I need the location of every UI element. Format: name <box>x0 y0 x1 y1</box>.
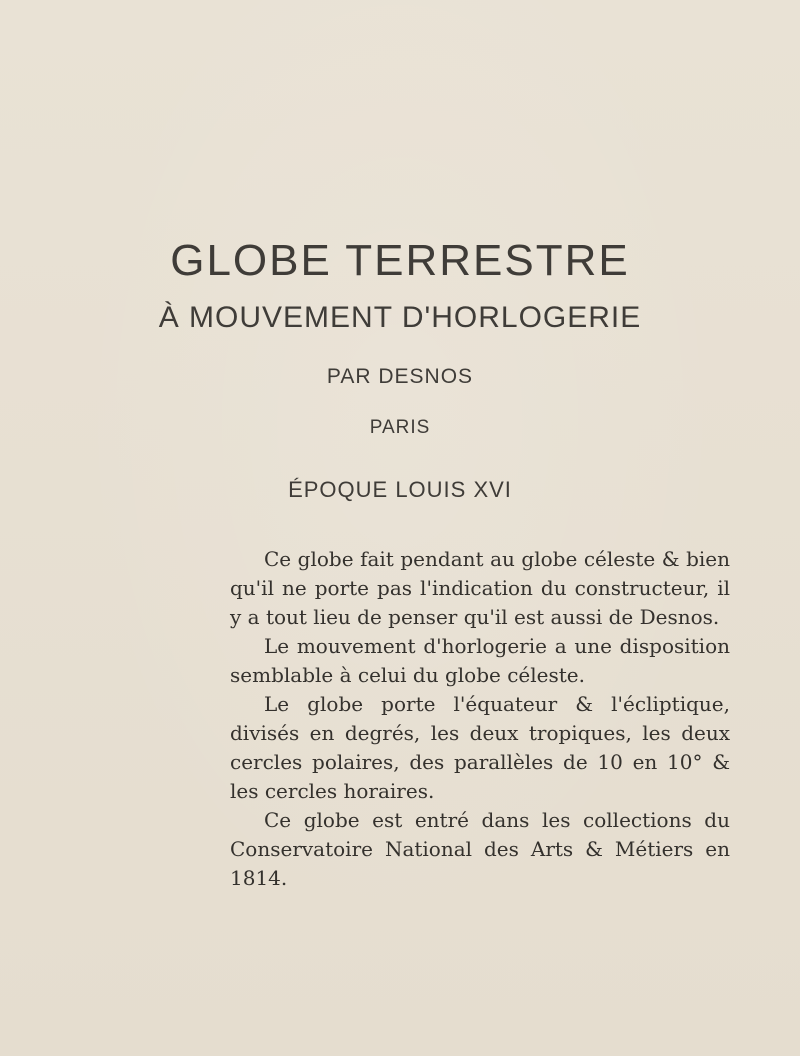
paragraph: Ce globe est entré dans les collections du Conservatoire National des Arts & Métiers en 1814. <box>230 808 730 890</box>
page-title: GLOBE TERRESTRE <box>170 236 630 285</box>
city-line: PARIS <box>369 417 431 438</box>
paragraph: Le mouvement d'horlogerie a une disposition semblable à celui du globe céleste. <box>230 634 730 687</box>
body-text <box>230 545 730 893</box>
paragraph: Le globe porte l'équateur & l'écliptique, divisés en degrés, les deux tropiques, les deux cercles polaires, des parallèles de 10 en 10° & les cercles horaires. <box>230 692 730 803</box>
author-line: PAR DESNOS <box>326 365 474 388</box>
page-subtitle: À MOUVEMENT D'HORLOGERIE <box>158 301 642 334</box>
epoch-line: ÉPOQUE LOUIS XVI <box>288 477 512 502</box>
paragraph: Ce globe fait pendant au globe céleste & bien qu'il ne porte pas l'indication du constructeur, il y a tout lieu de penser qu'il est aussi de Desnos. <box>230 547 730 629</box>
